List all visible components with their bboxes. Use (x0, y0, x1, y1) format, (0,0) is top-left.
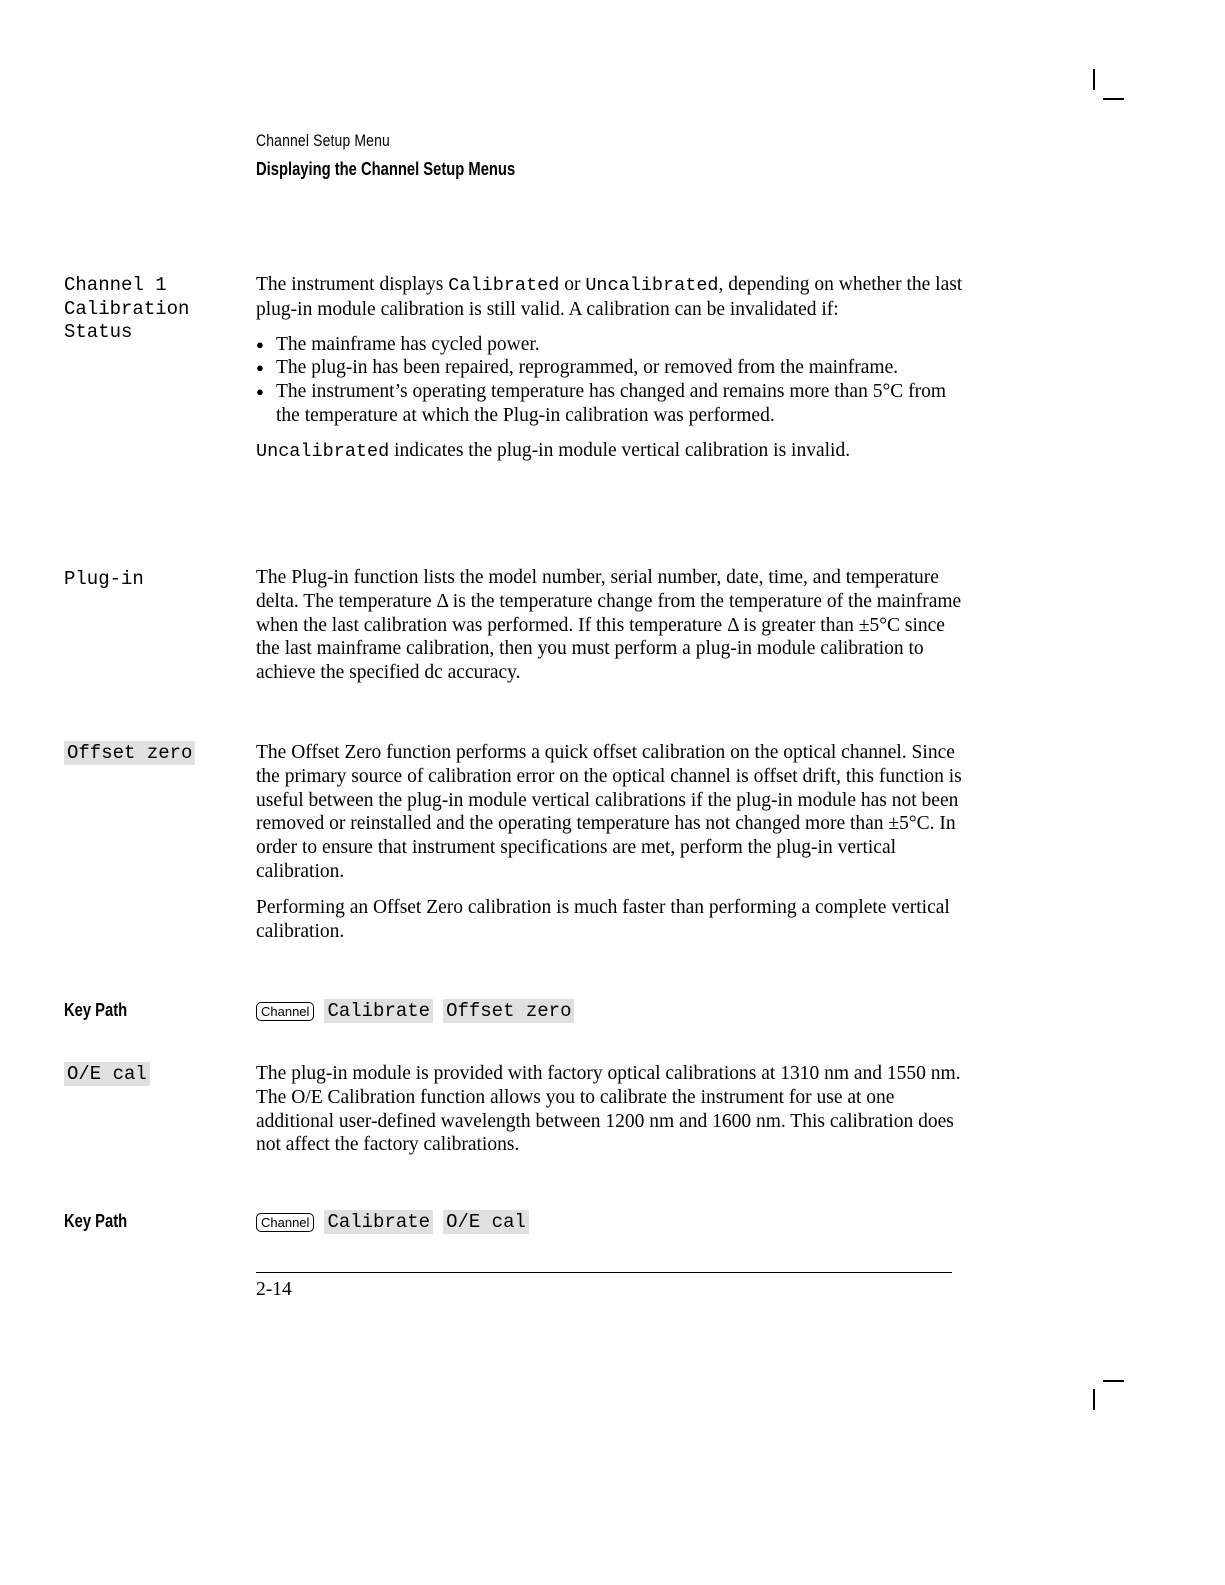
term-calibrated: Calibrated (448, 275, 560, 296)
calibration-status-closing: Uncalibrated indicates the plug-in module vertical calibration is invalid. (256, 439, 851, 462)
side-label-oe-cal (64, 1063, 150, 1087)
footer-rule (256, 1272, 952, 1273)
oe-cal-paragraph: The plug-in module is provided with factory optical calibrations at 1310 nm and 1550 nm. The O/E Calibration function allows you to calibrate the instrument for use at one additional user-defined wavelength between 1200 nm and 1600 nm. This calibration does not affect the factory calibrations. (256, 1063, 961, 1156)
oe-cal-body (256, 1062, 966, 1157)
page-number: 2-14 (256, 1279, 292, 1300)
list-item: ● The plug-in has been repaired, reprogrammed, or removed from the mainframe. (256, 356, 966, 380)
running-header-section: Channel Setup Menu (256, 131, 390, 150)
crop-mark-bottom-horizontal (1103, 1380, 1124, 1382)
plug-in-paragraph: The Plug-in function lists the model number, serial number, date, time, and temperature delta. The temperature Δ is the temperature change from the temperature of the mainframe when the last calibration was performed. If this temperature Δ is greater than ±5°C since the last mainframe calibration, then you must perform a plug-in module calibration to achieve the specified dc accuracy. (256, 567, 962, 684)
offset-zero-softkey-label: Offset zero (64, 741, 195, 765)
side-label-line: Calibration (64, 297, 190, 320)
crop-mark-bottom-vertical (1093, 1389, 1095, 1410)
offset-zero-body (256, 741, 966, 943)
crop-mark-top-vertical (1093, 69, 1095, 90)
running-header-title: Displaying the Channel Setup Menus (256, 159, 516, 179)
oe-cal-softkey-label: O/E cal (64, 1062, 150, 1086)
side-label-plug-in: Plug-in (64, 568, 144, 590)
calibration-status-intro: The instrument displays Calibrated or Uncalibrated, depending on whether the last plug-in module calibration is still valid. A calibration can be invalidated if: (256, 274, 963, 320)
side-label-offset-zero (64, 742, 195, 766)
key-path-label: Key Path (64, 1000, 128, 1020)
channel-hardkey[interactable]: Channel (256, 1213, 314, 1232)
oe-cal-softkey[interactable]: O/E cal (443, 1210, 529, 1234)
invalidation-list (256, 333, 966, 428)
plug-in-body (256, 566, 966, 685)
calibrate-softkey[interactable]: Calibrate (324, 1210, 433, 1234)
side-label-line: Status (64, 321, 133, 343)
side-label-line: Channel 1 (64, 274, 167, 296)
term-uncalibrated: Uncalibrated (585, 275, 719, 296)
list-item: ● The instrument’s operating temperature has changed and remains more than 5°C from the temperature at which the Plug-in calibration was performed. (256, 380, 966, 428)
crop-mark-top-horizontal (1103, 98, 1124, 100)
list-item: ● The mainframe has cycled power. (256, 333, 966, 357)
calibration-status-body (256, 273, 966, 464)
oe-cal-key-path (256, 1210, 529, 1234)
side-label-calibration-status (64, 274, 189, 345)
term-uncalibrated: Uncalibrated (256, 440, 390, 462)
offset-zero-paragraph-1: The Offset Zero function performs a quick offset calibration on the optical channel. Since the primary source of calibration error on the optical channel is offset drift, this function is useful between the plug-in module vertical calibrations if the plug-in module has not been removed or reinstalled and the operating temperature has not changed more than ±5°C. In order to ensure that instrument specifications are met, perform the plug-in vertical calibration. (256, 742, 962, 882)
offset-zero-softkey[interactable]: Offset zero (443, 999, 574, 1023)
offset-zero-paragraph-2: Performing an Offset Zero calibration is much faster than performing a complete vertical calibration. (256, 896, 950, 942)
offset-zero-key-path (256, 999, 574, 1023)
channel-hardkey[interactable]: Channel (256, 1002, 314, 1021)
key-path-label: Key Path (64, 1211, 128, 1231)
calibrate-softkey[interactable]: Calibrate (324, 999, 433, 1023)
